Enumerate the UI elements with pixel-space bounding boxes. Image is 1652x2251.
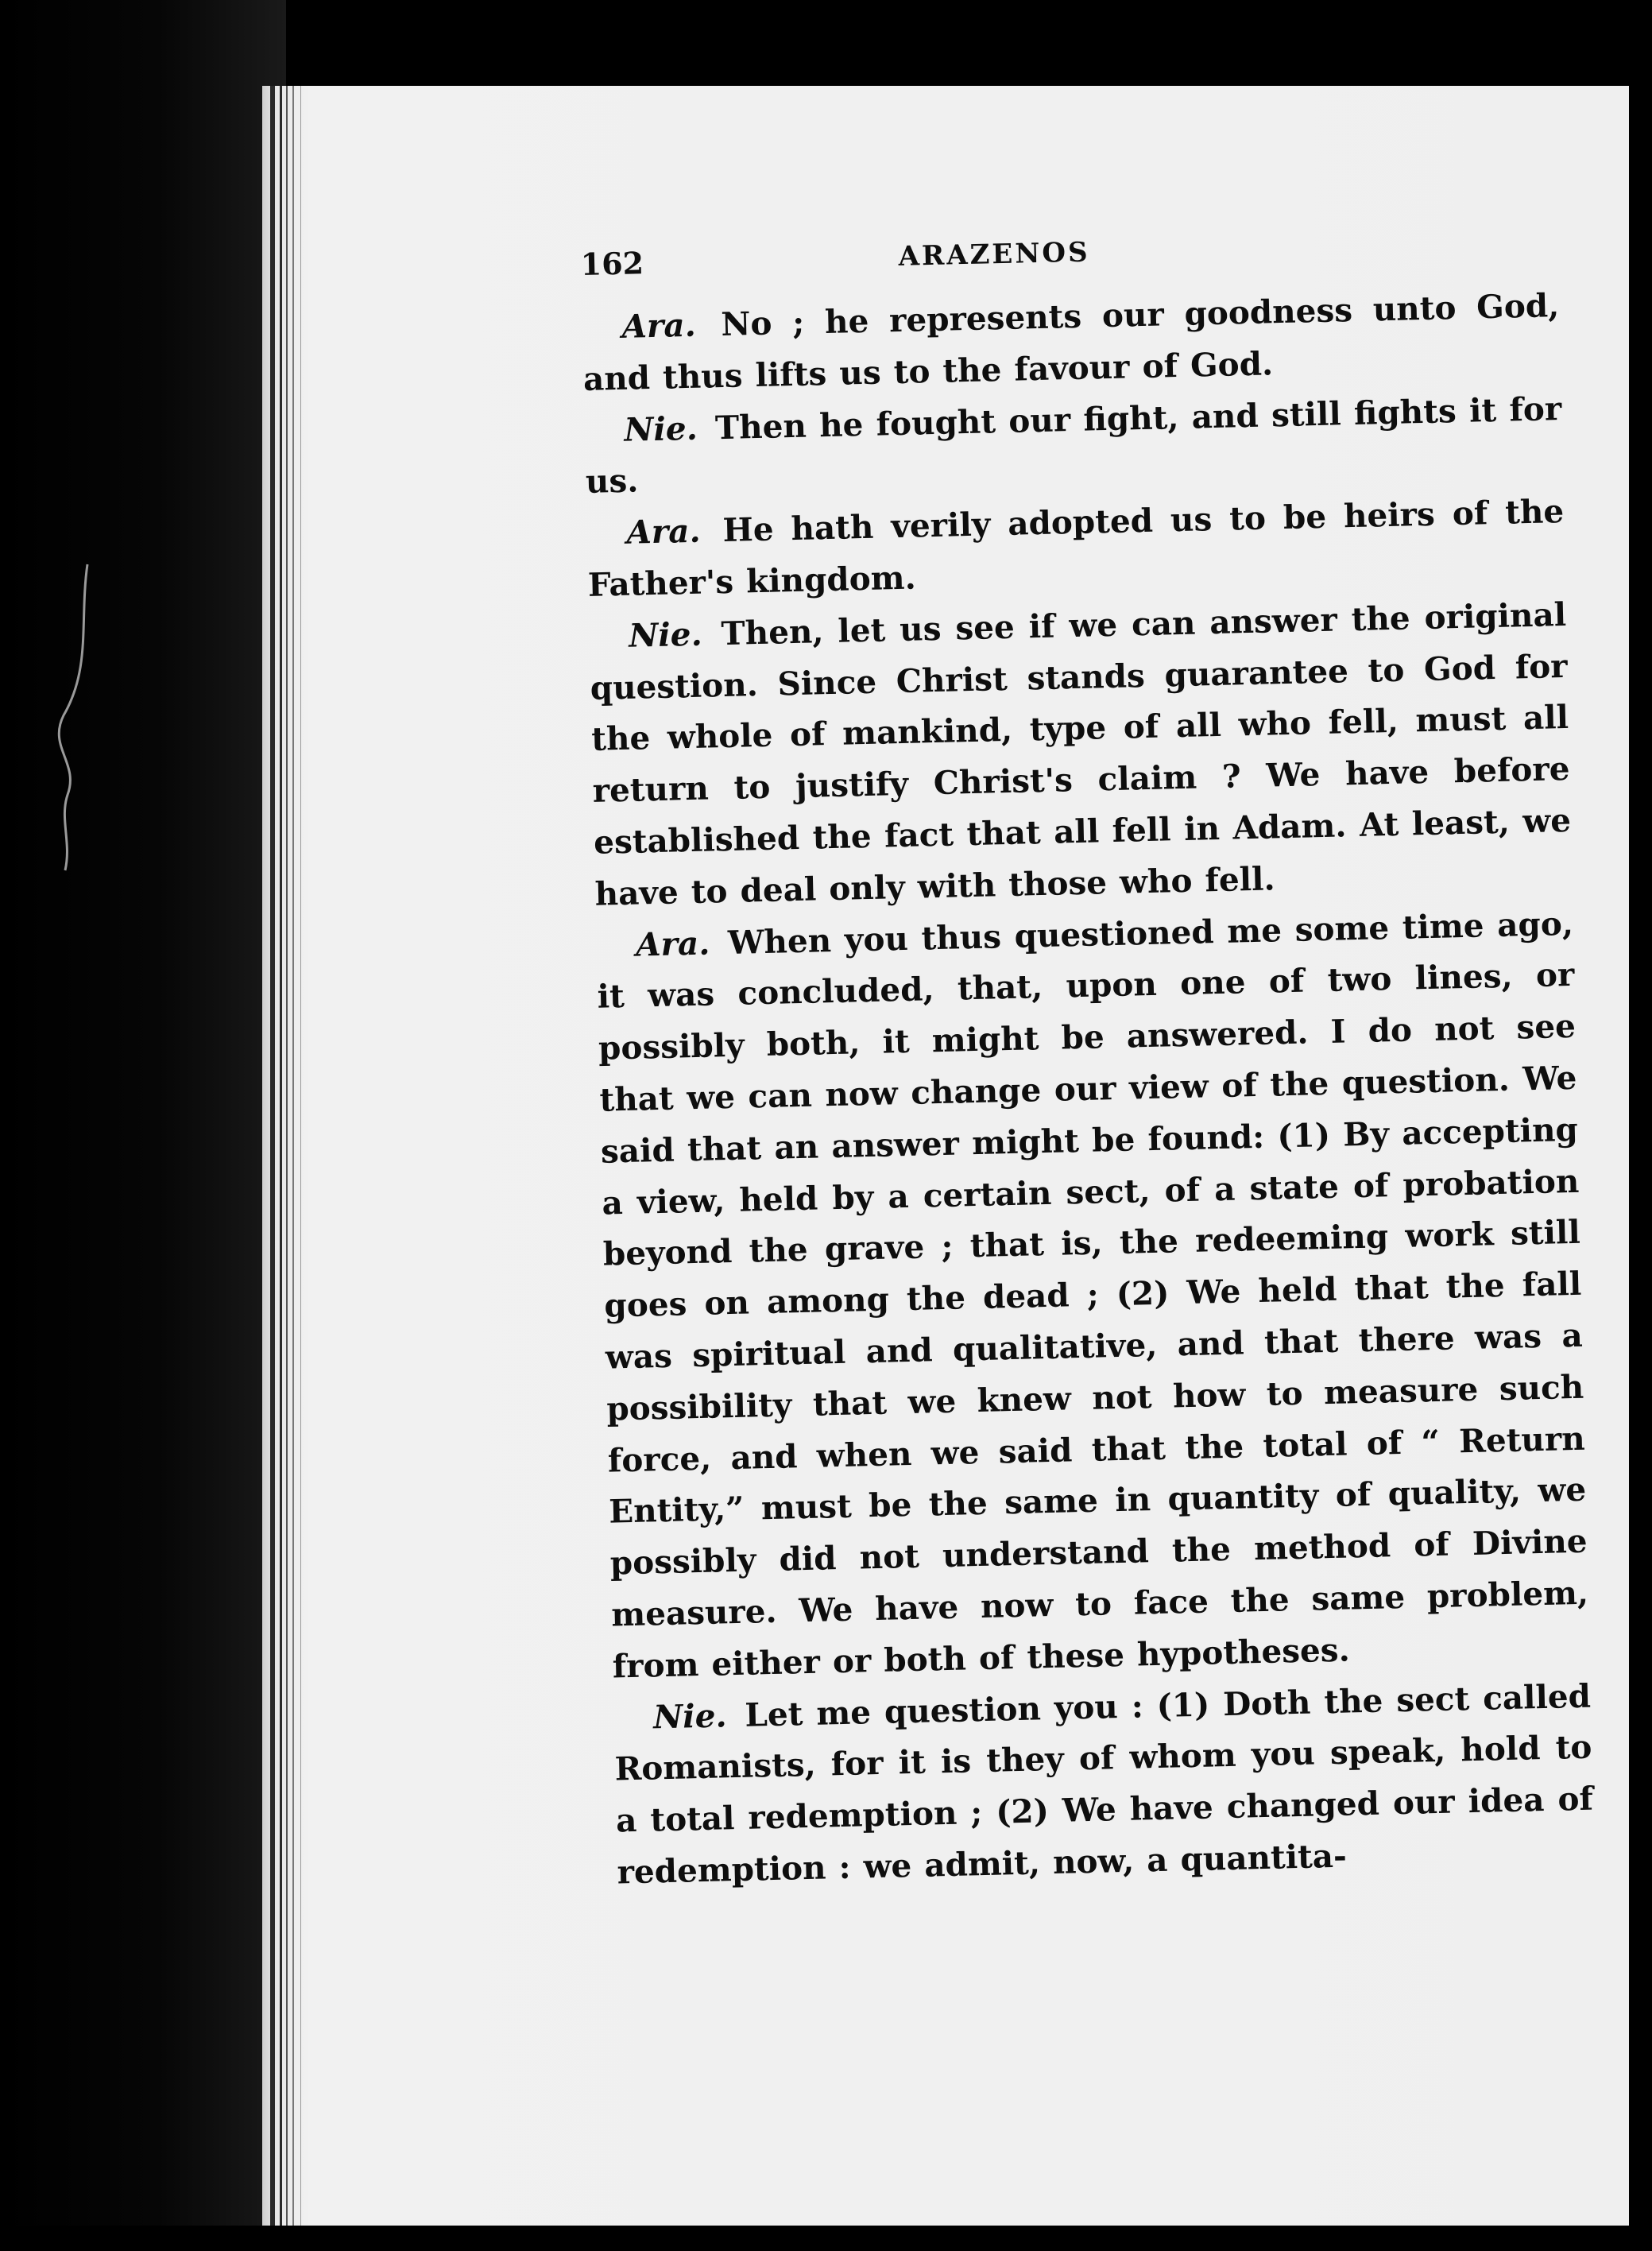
book-gutter [0,0,286,2251]
speaker-label: Ara. [635,924,710,964]
dialogue-paragraph [589,589,1573,920]
speaker-label: Nie. [652,1695,728,1736]
dialogue-paragraph [595,897,1590,1692]
paragraph-text: Let me question you : (1) Doth the sect called Romanists, for it is they of whom you speak, hold to a total redemption ; (2) We have changed our idea of redemption : we admit, now, a quantita- [614,1676,1594,1892]
scan-right-border [1629,0,1652,2251]
paragraph-text: He hath verily adopted us to be heirs of the Father's kingdom. [587,492,1565,604]
page-number: 162 [580,245,644,282]
binding-line [300,86,301,2232]
paragraph-text: Then he fought our fight, and still fights it for us. [585,389,1562,502]
paragraph-text: No ; he represents our goodness unto God, and thus lifts us to the favour of God. [582,286,1560,398]
page-content [580,216,1595,1898]
binding-line [292,86,294,2232]
speaker-label: Ara. [625,511,702,552]
binding-line [280,86,282,2232]
speaker-label: Ara. [621,305,697,346]
paragraph-text: Then, let us see if we can answer the original question. Since Christ stands guarantee to God for the whole of mankind, type of all who fell, must all return to justify Christ's claim ? We have before established the fact that all fell in Adam. At least, we have to deal only with those who fell. [590,595,1572,913]
speaker-label: Nie. [628,614,703,655]
scan-bottom-border [0,2226,1652,2251]
loose-thread [32,556,95,874]
running-title: ARAZENOS [898,236,1091,273]
body-text [582,280,1595,1898]
binding-line [286,86,288,2232]
speaker-label: Nie. [623,409,698,449]
paragraph-text: When you thus questioned me some time ago, it was concluded, that, upon one of two lines, or possibly both, it might be answered. I do not see that we can now change our view of the question. We said that an answer might be found: (1) By accepting a view, held by a certain sect, of a state of probation beyond the grave ; that is, the redeeming work still goes on among the dead ; (2) We held that the fall was spiritual and qualitative, and that there was a possibility that we knew not how to measure such force, and when we said that the total of “ Return Entity,” must be the same in quantity of quality, we possibly did not understand the method of Divine measure. We have now to face the same problem, from either or both of these hypotheses. [597,904,1589,1686]
dialogue-paragraph [613,1670,1596,1898]
binding-line [270,86,275,2232]
